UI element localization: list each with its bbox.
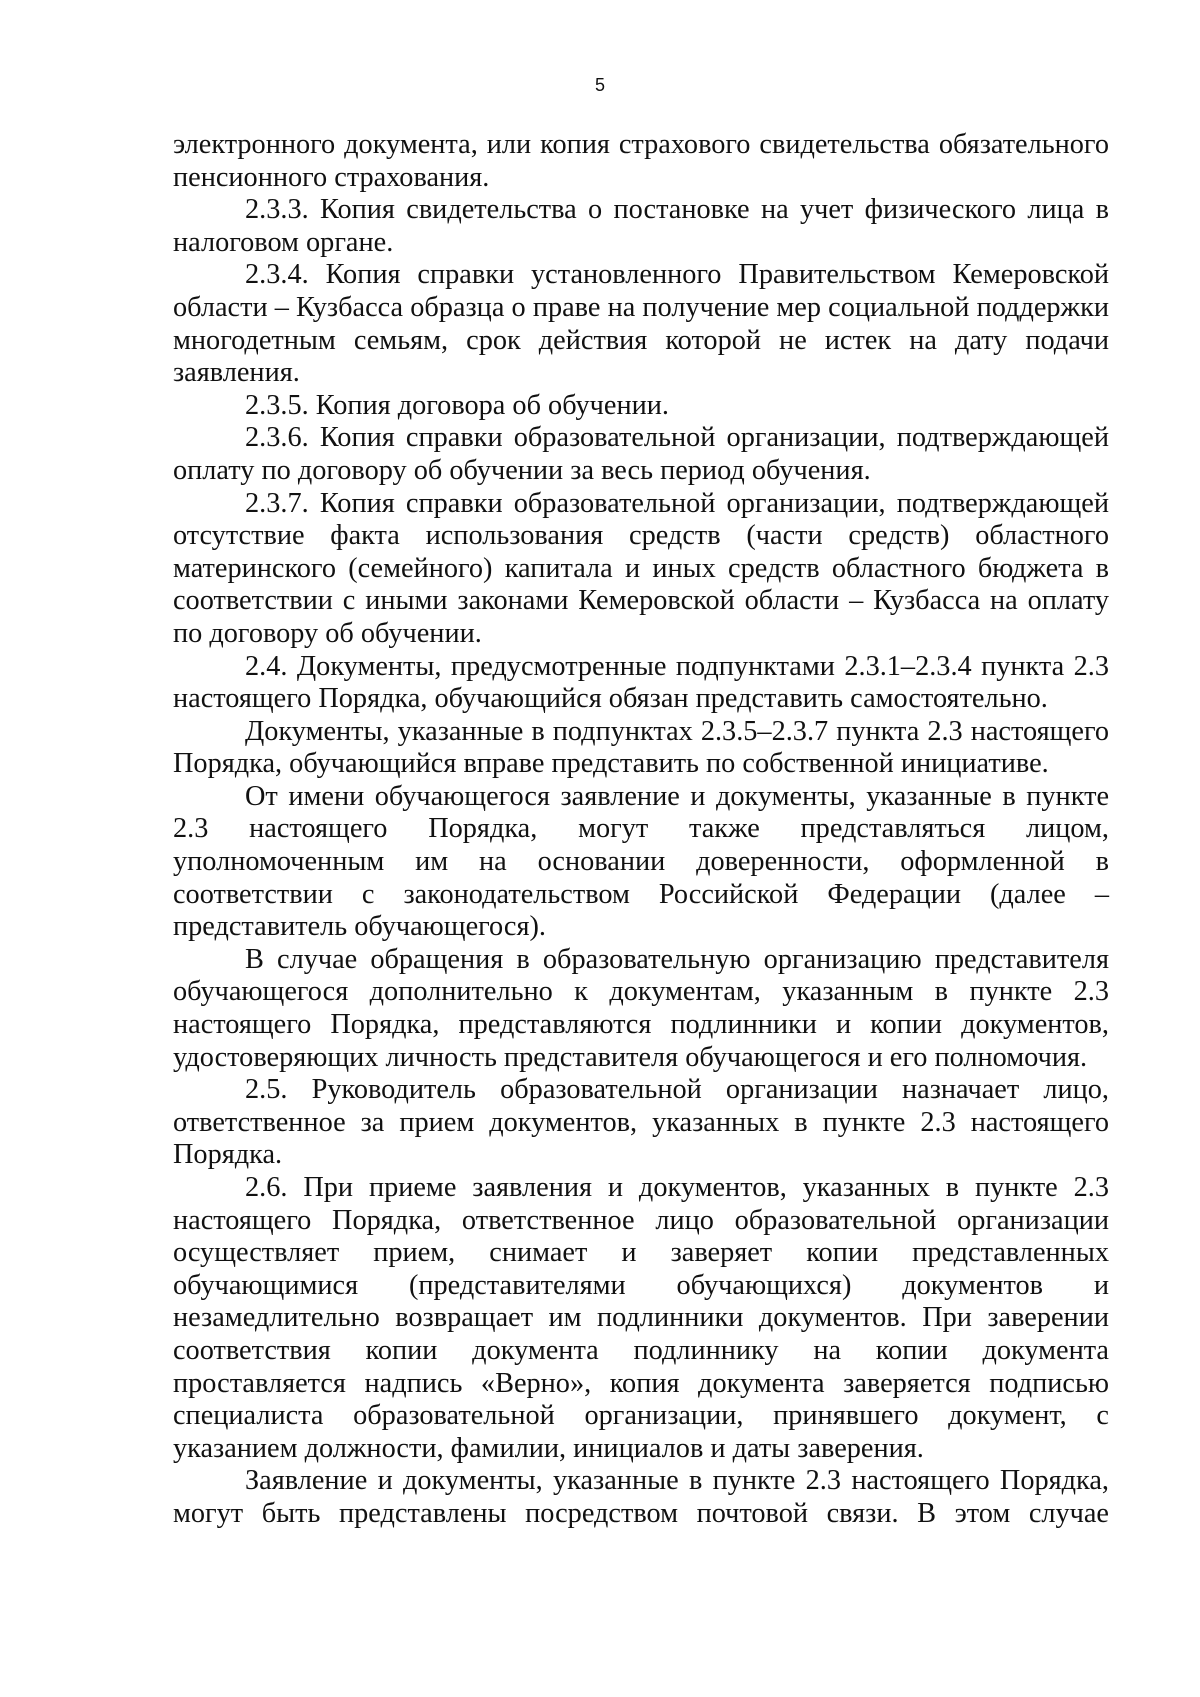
paragraph-postal: Заявление и документы, указанные в пункте 2.3 настоящего Порядка, могут быть представлены посредством почтовой связи. В этом случае — [173, 1465, 1109, 1529]
paragraph-representative-documents: В случае обращения в образовательную организацию представителя обучающегося дополнительно к документам, указанным в пункте 2.3 настоящего Порядка, представляются подлинники и копии документов, удостоверяющих личность представителя обучающегося и его полномочия. — [173, 943, 1109, 1073]
paragraph-2-6: 2.6. При приеме заявления и документов, указанных в пункте 2.3 настоящего Порядка, ответственное лицо образовательной организации осуществляет прием, снимает и заверяет копии представленных обучающимися (представителями обучающихся) документов и незамедлительно возвращает им подлинники документов. При заверении соответствия копии документа подлиннику на копии документа проставляется надпись «Верно», копия документа заверяется подписью специалиста образовательной организации, принявшего документ, с указанием должности, фамилии, инициалов и даты заверения. — [173, 1172, 1109, 1464]
document-body — [173, 129, 1109, 1531]
paragraph-2-4: 2.4. Документы, предусмотренные подпунктами 2.3.1–2.3.4 пункта 2.3 настоящего Порядка, обучающийся обязан представить самостоятельно. — [173, 650, 1109, 715]
paragraph-2-3-3: 2.3.3. Копия свидетельства о постановке на учет физического лица в налоговом органе. — [173, 194, 1109, 258]
page-number: 5 — [594, 75, 605, 95]
paragraph-2-5: 2.5. Руководитель образовательной организации назначает лицо, ответственное за прием документов, указанных в пункте 2.3 настоящего Порядка. — [173, 1074, 1109, 1171]
paragraph-2-3-4: 2.3.4. Копия справки установленного Правительством Кемеровской области – Кузбасса образца о праве на получение мер социальной поддержки многодетным семьям, срок действия которой не истек на дату подачи заявления. — [173, 259, 1109, 389]
paragraph-documents-optional: Документы, указанные в подпунктах 2.3.5–2.3.7 пункта 2.3 настоящего Порядка, обучающийся вправе представить по собственной инициативе. — [173, 715, 1109, 780]
paragraph-2-3-5: 2.3.5. Копия договора об обучении. — [245, 389, 669, 421]
paragraph-2-3-7: 2.3.7. Копия справки образовательной организации, подтверждающей отсутствие факта использования средств (части средств) областного материнского (семейного) капитала и иных средств областного бюджета в соответствии с иными законами Кемеровской области – Кузбасса на оплату по договору об обучении. — [173, 487, 1109, 649]
paragraph-representative: От имени обучающегося заявление и документы, указанные в пункте 2.3 настоящего Порядка, могут также представляться лицом, уполномоченным им на основании доверенности, оформленной в соответствии с законодательством Российской Федерации (далее – представитель обучающегося). — [173, 780, 1109, 943]
paragraph-2-3-6: 2.3.6. Копия справки образовательной организации, подтверждающей оплату по договору об обучении за весь период обучения. — [173, 422, 1109, 486]
paragraph-continuation: электронного документа, или копия страхового свидетельства обязательного пенсионного страхования. — [173, 129, 1109, 193]
